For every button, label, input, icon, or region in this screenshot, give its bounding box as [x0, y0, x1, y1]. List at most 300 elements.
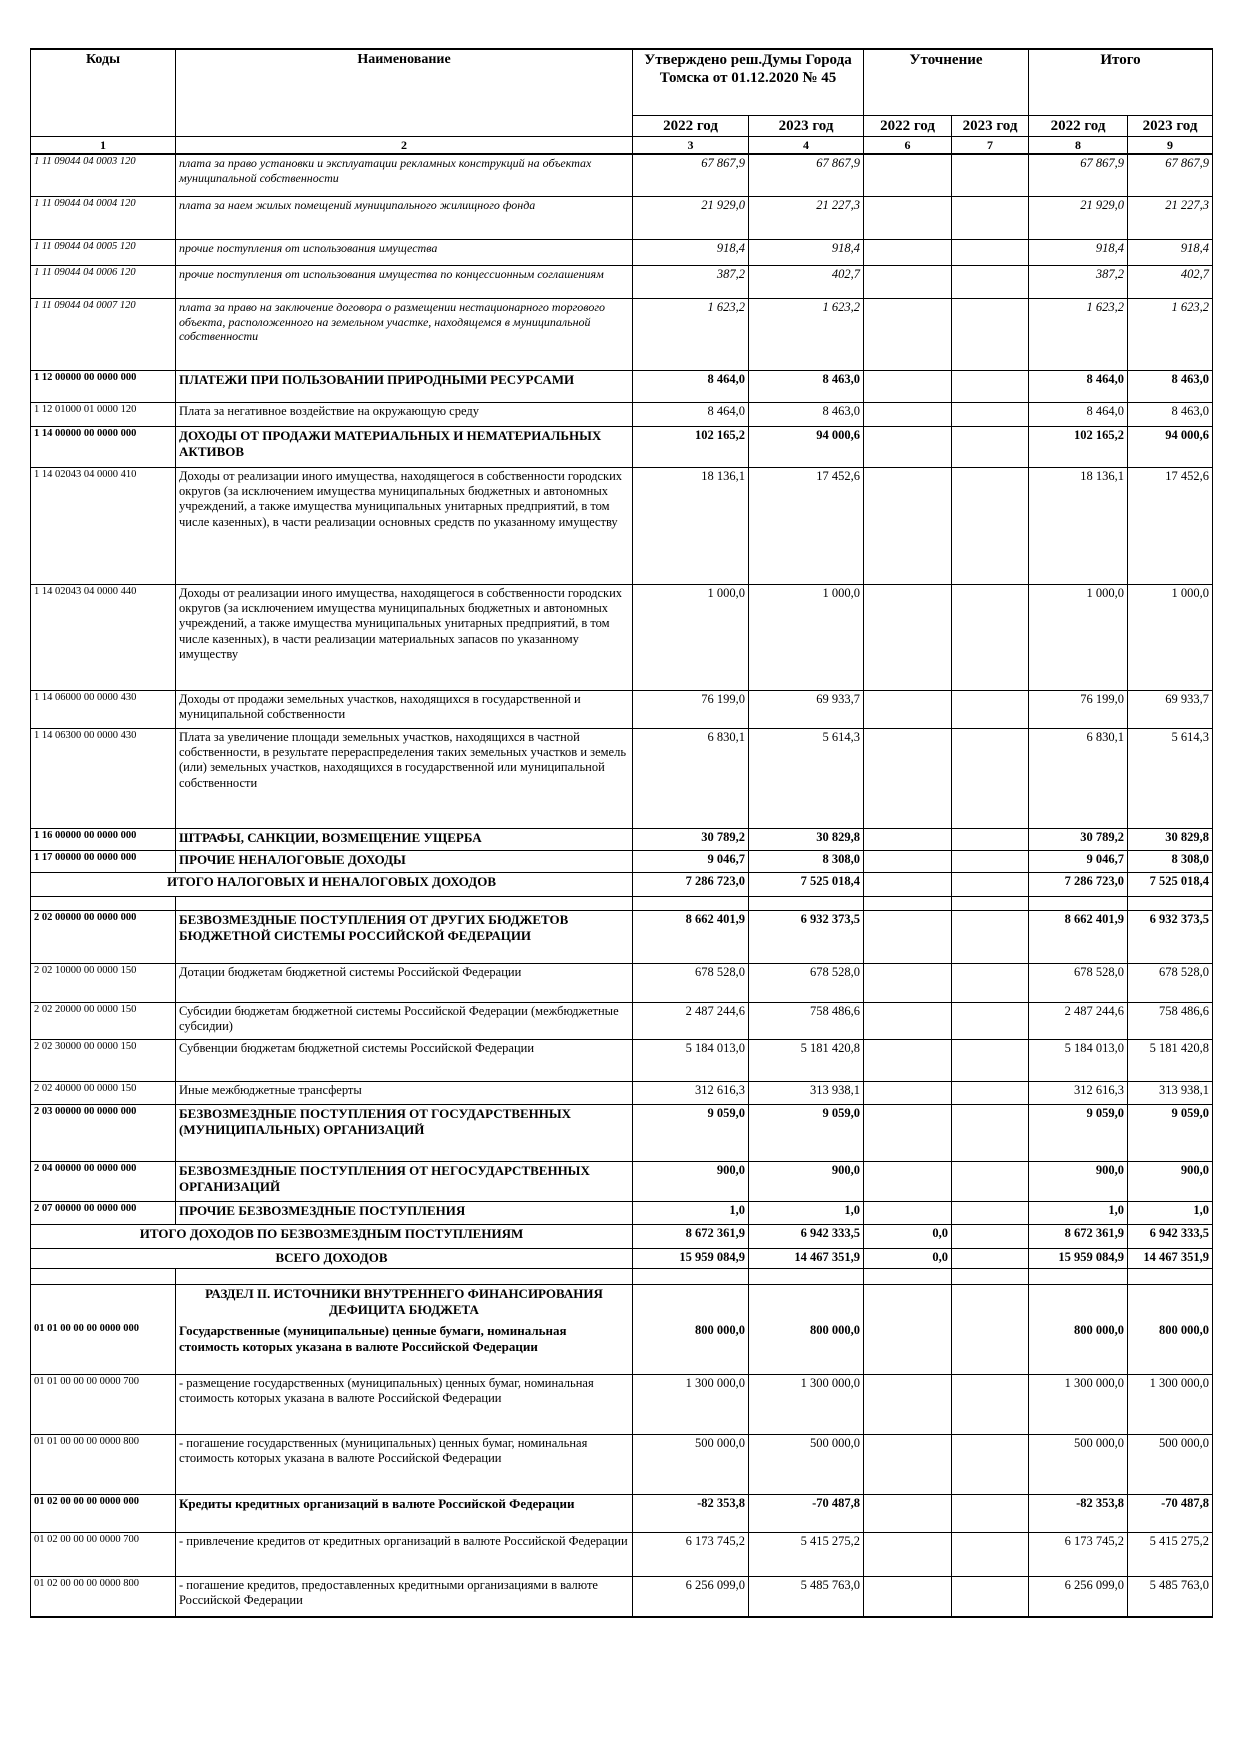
row-code: 1 14 00000 00 0000 000 — [31, 426, 176, 467]
row-value-a23: 5 614,3 — [749, 728, 864, 828]
row-value-a23: 9 059,0 — [749, 1104, 864, 1161]
row-value-a22: 1,0 — [633, 1201, 749, 1224]
table-row — [31, 1002, 1213, 1039]
table-row — [31, 690, 1213, 728]
column-number: 8 — [1029, 136, 1128, 154]
row-total-label: ИТОГО НАЛОГОВЫХ И НЕНАЛОГОВЫХ ДОХОДОВ — [31, 872, 633, 896]
row-value-u22 — [864, 370, 952, 402]
row-value-a22: 1 300 000,0 — [633, 1374, 749, 1434]
row-value-t23: 5 485 763,0 — [1128, 1576, 1213, 1617]
row-value-t23: 69 933,7 — [1128, 690, 1213, 728]
column-number: 9 — [1128, 136, 1213, 154]
row-name: прочие поступления от использования имущества — [176, 239, 633, 265]
row-code: 1 12 00000 00 0000 000 — [31, 370, 176, 402]
row-value-t22: 800 000,0 — [1029, 1322, 1128, 1374]
header-codes: Коды — [31, 49, 176, 136]
row-value-u22: 0,0 — [864, 1248, 952, 1268]
row-value-t23: 7 525 018,4 — [1128, 872, 1213, 896]
row-value-a22: 8 662 401,9 — [633, 910, 749, 963]
row-value-t23: 918,4 — [1128, 239, 1213, 265]
row-value-u23 — [952, 239, 1029, 265]
header-total: Итого — [1029, 49, 1213, 115]
row-value-t22: 1,0 — [1029, 1201, 1128, 1224]
row-code: 1 11 09044 04 0007 120 — [31, 298, 176, 370]
row-value-a22: 800 000,0 — [633, 1322, 749, 1374]
row-name: плата за наем жилых помещений муниципального жилищного фонда — [176, 196, 633, 239]
row-value-u23 — [952, 298, 1029, 370]
row-value-u22 — [864, 1322, 952, 1374]
row-value-t23 — [1128, 1268, 1213, 1284]
row-code: 2 02 30000 00 0000 150 — [31, 1039, 176, 1081]
row-value-t22: 102 165,2 — [1029, 426, 1128, 467]
row-code: 1 17 00000 00 0000 000 — [31, 850, 176, 872]
row-value-t22 — [1029, 1268, 1128, 1284]
table-row — [31, 1494, 1213, 1532]
row-value-u22 — [864, 1201, 952, 1224]
column-number: 7 — [952, 136, 1029, 154]
row-value-u23 — [952, 402, 1029, 426]
row-value-t22 — [1029, 1284, 1128, 1322]
row-value-u22 — [864, 196, 952, 239]
row-value-u22 — [864, 1039, 952, 1081]
row-code: 1 11 09044 04 0006 120 — [31, 265, 176, 298]
row-value-u23 — [952, 1002, 1029, 1039]
row-name: - погашение кредитов, предоставленных кредитными организациями в валюте Российской Федерации — [176, 1576, 633, 1617]
row-value-t23: 678 528,0 — [1128, 963, 1213, 1002]
row-value-u22 — [864, 1494, 952, 1532]
row-name — [176, 896, 633, 910]
row-name: - размещение государственных (муниципальных) ценных бумаг, номинальная стоимость которых указана в валюте Российской Федерации — [176, 1374, 633, 1434]
row-value-u22 — [864, 1268, 952, 1284]
row-code: 1 16 00000 00 0000 000 — [31, 828, 176, 850]
row-value-a23: 17 452,6 — [749, 467, 864, 584]
row-value-a22: 102 165,2 — [633, 426, 749, 467]
table-row — [31, 1532, 1213, 1576]
row-name: БЕЗВОЗМЕЗДНЫЕ ПОСТУПЛЕНИЯ ОТ НЕГОСУДАРСТВЕННЫХ ОРГАНИЗАЦИЙ — [176, 1161, 633, 1201]
row-code: 2 03 00000 00 0000 000 — [31, 1104, 176, 1161]
row-value-a23 — [749, 1284, 864, 1322]
row-code: 1 12 01000 01 0000 120 — [31, 402, 176, 426]
row-code: 2 02 00000 00 0000 000 — [31, 910, 176, 963]
row-value-a23: 8 308,0 — [749, 850, 864, 872]
row-value-u22 — [864, 1374, 952, 1434]
row-value-t22: 6 256 099,0 — [1029, 1576, 1128, 1617]
row-value-t23: 17 452,6 — [1128, 467, 1213, 584]
table-row — [31, 1248, 1213, 1268]
row-name: плата за право на заключение договора о размещении нестационарного торгового объекта, расположенного на земельном участке, находящемся в муниципальной собственности — [176, 298, 633, 370]
row-value-t23: 8 308,0 — [1128, 850, 1213, 872]
table-row — [31, 1322, 1213, 1374]
row-value-t23: 21 227,3 — [1128, 196, 1213, 239]
row-value-t22: 9 046,7 — [1029, 850, 1128, 872]
row-value-u22 — [864, 584, 952, 690]
row-value-a23: 1 000,0 — [749, 584, 864, 690]
row-value-u23 — [952, 1322, 1029, 1374]
row-value-t23: 67 867,9 — [1128, 154, 1213, 196]
row-value-u23 — [952, 1201, 1029, 1224]
row-value-a22: 76 199,0 — [633, 690, 749, 728]
header-year: 2022 год — [864, 115, 952, 136]
row-name: Доходы от продажи земельных участков, находящихся в государственной и муниципальной собственности — [176, 690, 633, 728]
row-value-t22: 6 173 745,2 — [1029, 1532, 1128, 1576]
header-approved: Утверждено реш.Думы Города Томска от 01.12.2020 № 45 — [633, 49, 864, 115]
row-code — [31, 1268, 176, 1284]
column-number: 6 — [864, 136, 952, 154]
row-value-u22 — [864, 910, 952, 963]
row-value-a23: 900,0 — [749, 1161, 864, 1201]
row-value-u23 — [952, 1532, 1029, 1576]
header-refinement: Уточнение — [864, 49, 1029, 115]
row-value-u23 — [952, 1248, 1029, 1268]
row-name: Субвенции бюджетам бюджетной системы Российской Федерации — [176, 1039, 633, 1081]
row-value-t23: 758 486,6 — [1128, 1002, 1213, 1039]
row-value-t22: 2 487 244,6 — [1029, 1002, 1128, 1039]
row-code: 2 07 00000 00 0000 000 — [31, 1201, 176, 1224]
header-year: 2023 год — [1128, 115, 1213, 136]
row-value-a22: 1 623,2 — [633, 298, 749, 370]
row-value-t23 — [1128, 896, 1213, 910]
budget-table — [30, 48, 1213, 1618]
table-row — [31, 1039, 1213, 1081]
row-value-t22: 1 000,0 — [1029, 584, 1128, 690]
row-value-t23: 5 181 420,8 — [1128, 1039, 1213, 1081]
table-row — [31, 1081, 1213, 1104]
row-value-t23: 1,0 — [1128, 1201, 1213, 1224]
row-value-a23: 6 932 373,5 — [749, 910, 864, 963]
row-value-a23: 313 938,1 — [749, 1081, 864, 1104]
row-name: ШТРАФЫ, САНКЦИИ, ВОЗМЕЩЕНИЕ УЩЕРБА — [176, 828, 633, 850]
row-value-u22 — [864, 828, 952, 850]
row-value-a23 — [749, 1268, 864, 1284]
row-value-u23 — [952, 1284, 1029, 1322]
row-value-t23: 6 932 373,5 — [1128, 910, 1213, 963]
row-value-a23: 402,7 — [749, 265, 864, 298]
row-value-a23: 678 528,0 — [749, 963, 864, 1002]
table-row — [31, 426, 1213, 467]
row-value-a22: 6 256 099,0 — [633, 1576, 749, 1617]
row-total-label: ВСЕГО ДОХОДОВ — [31, 1248, 633, 1268]
row-value-a22: 918,4 — [633, 239, 749, 265]
row-value-a22: 678 528,0 — [633, 963, 749, 1002]
row-name: ПЛАТЕЖИ ПРИ ПОЛЬЗОВАНИИ ПРИРОДНЫМИ РЕСУРСАМИ — [176, 370, 633, 402]
row-value-t23: 8 463,0 — [1128, 402, 1213, 426]
header-name: Наименование — [176, 49, 633, 136]
table-row — [31, 265, 1213, 298]
row-code: 01 01 00 00 00 0000 000 — [31, 1322, 176, 1374]
row-value-u22 — [864, 402, 952, 426]
row-value-a23: 5 181 420,8 — [749, 1039, 864, 1081]
header-year: 2022 год — [1029, 115, 1128, 136]
row-value-u22 — [864, 728, 952, 828]
row-value-a23: 69 933,7 — [749, 690, 864, 728]
row-value-a23: 5 415 275,2 — [749, 1532, 864, 1576]
row-value-u23 — [952, 728, 1029, 828]
row-value-t23: 402,7 — [1128, 265, 1213, 298]
row-name: Кредиты кредитных организаций в валюте Российской Федерации — [176, 1494, 633, 1532]
row-code: 01 01 00 00 00 0000 700 — [31, 1374, 176, 1434]
row-value-u22 — [864, 1104, 952, 1161]
row-code: 01 02 00 00 00 0000 000 — [31, 1494, 176, 1532]
table-row — [31, 963, 1213, 1002]
row-name: Доходы от реализации иного имущества, находящегося в собственности городских округов (за исключением имущества муниципальных бюджетных и автономных учреждений, а также имущества муниципальных унитарных предприятий, в том числе казенных), в части реализации материальных запасов по указанному имуществу — [176, 584, 633, 690]
table-row — [31, 872, 1213, 896]
row-value-u23 — [952, 265, 1029, 298]
row-total-label: ИТОГО ДОХОДОВ ПО БЕЗВОЗМЕЗДНЫМ ПОСТУПЛЕНИЯМ — [31, 1224, 633, 1248]
row-value-t22: 67 867,9 — [1029, 154, 1128, 196]
row-name: Иные межбюджетные трансферты — [176, 1081, 633, 1104]
row-value-a23: 8 463,0 — [749, 370, 864, 402]
row-value-a23: 1,0 — [749, 1201, 864, 1224]
table-row — [31, 154, 1213, 196]
row-name: БЕЗВОЗМЕЗДНЫЕ ПОСТУПЛЕНИЯ ОТ ДРУГИХ БЮДЖЕТОВ БЮДЖЕТНОЙ СИСТЕМЫ РОССИЙСКОЙ ФЕДЕРАЦИИ — [176, 910, 633, 963]
table-row — [31, 196, 1213, 239]
row-code: 1 11 09044 04 0005 120 — [31, 239, 176, 265]
row-value-t22: 76 199,0 — [1029, 690, 1128, 728]
row-name: Плата за негативное воздействие на окружающую среду — [176, 402, 633, 426]
row-value-t23: 800 000,0 — [1128, 1322, 1213, 1374]
row-name: плата за право установки и эксплуатации рекламных конструкций на объектах муниципальной собственности — [176, 154, 633, 196]
row-value-a23: 8 463,0 — [749, 402, 864, 426]
row-name: ПРОЧИЕ БЕЗВОЗМЕЗДНЫЕ ПОСТУПЛЕНИЯ — [176, 1201, 633, 1224]
row-value-u23 — [952, 426, 1029, 467]
row-value-u23 — [952, 910, 1029, 963]
table-row — [31, 370, 1213, 402]
row-name: - погашение государственных (муниципальных) ценных бумаг, номинальная стоимость которых указана в валюте Российской Федерации — [176, 1434, 633, 1494]
column-number: 3 — [633, 136, 749, 154]
table-row — [31, 239, 1213, 265]
row-value-t22 — [1029, 896, 1128, 910]
row-value-a23: -70 487,8 — [749, 1494, 864, 1532]
row-name — [176, 1268, 633, 1284]
table-row — [31, 298, 1213, 370]
row-value-u23 — [952, 1039, 1029, 1081]
row-value-t22: 8 464,0 — [1029, 370, 1128, 402]
row-code: 01 02 00 00 00 0000 800 — [31, 1576, 176, 1617]
table-row — [31, 1104, 1213, 1161]
row-code: 1 14 02043 04 0000 440 — [31, 584, 176, 690]
row-value-u22 — [864, 154, 952, 196]
table-body — [31, 154, 1213, 1617]
row-value-t23: 900,0 — [1128, 1161, 1213, 1201]
row-value-u23 — [952, 154, 1029, 196]
row-code: 1 14 06300 00 0000 430 — [31, 728, 176, 828]
row-value-t22: 5 184 013,0 — [1029, 1039, 1128, 1081]
row-value-u22: 0,0 — [864, 1224, 952, 1248]
row-value-u22 — [864, 426, 952, 467]
row-value-a22: 9 059,0 — [633, 1104, 749, 1161]
row-value-u23 — [952, 1374, 1029, 1434]
row-value-u23 — [952, 1268, 1029, 1284]
row-value-a22: 15 959 084,9 — [633, 1248, 749, 1268]
row-value-u22 — [864, 1081, 952, 1104]
row-value-t22: 387,2 — [1029, 265, 1128, 298]
table-row — [31, 402, 1213, 426]
row-value-u22 — [864, 850, 952, 872]
row-name: ДОХОДЫ ОТ ПРОДАЖИ МАТЕРИАЛЬНЫХ И НЕМАТЕРИАЛЬНЫХ АКТИВОВ — [176, 426, 633, 467]
row-value-a22: 500 000,0 — [633, 1434, 749, 1494]
table-row — [31, 850, 1213, 872]
row-value-a22: 9 046,7 — [633, 850, 749, 872]
row-value-a22: 6 173 745,2 — [633, 1532, 749, 1576]
row-value-a22: 8 672 361,9 — [633, 1224, 749, 1248]
row-value-a22: -82 353,8 — [633, 1494, 749, 1532]
row-value-a22: 6 830,1 — [633, 728, 749, 828]
row-value-t22: 30 789,2 — [1029, 828, 1128, 850]
row-value-t22: 21 929,0 — [1029, 196, 1128, 239]
row-value-u23 — [952, 690, 1029, 728]
row-value-u22 — [864, 896, 952, 910]
row-value-a23: 7 525 018,4 — [749, 872, 864, 896]
row-value-a22 — [633, 1268, 749, 1284]
row-value-a23: 30 829,8 — [749, 828, 864, 850]
row-code: 01 01 00 00 00 0000 800 — [31, 1434, 176, 1494]
row-value-t23: 1 300 000,0 — [1128, 1374, 1213, 1434]
row-code: 1 11 09044 04 0003 120 — [31, 154, 176, 196]
row-value-u22 — [864, 872, 952, 896]
row-value-u22 — [864, 1002, 952, 1039]
table-row — [31, 1268, 1213, 1284]
header-year: 2023 год — [952, 115, 1029, 136]
row-value-t22: 1 623,2 — [1029, 298, 1128, 370]
row-code: 2 04 00000 00 0000 000 — [31, 1161, 176, 1201]
row-value-a23: 800 000,0 — [749, 1322, 864, 1374]
row-code: 2 02 20000 00 0000 150 — [31, 1002, 176, 1039]
row-value-a22: 5 184 013,0 — [633, 1039, 749, 1081]
row-value-a23: 6 942 333,5 — [749, 1224, 864, 1248]
row-value-u23 — [952, 963, 1029, 1002]
table-row — [31, 1284, 1213, 1322]
row-value-t23: 313 938,1 — [1128, 1081, 1213, 1104]
row-name: Доходы от реализации иного имущества, находящегося в собственности городских округов (за исключением имущества муниципальных бюджетных и автономных учреждений, а также имущества муниципальных унитарных предприятий, в том числе казенных), в части реализации основных средств по указанному имуществу — [176, 467, 633, 584]
row-value-t23: 5 415 275,2 — [1128, 1532, 1213, 1576]
row-value-t23: 14 467 351,9 — [1128, 1248, 1213, 1268]
table-row — [31, 1576, 1213, 1617]
row-value-u23 — [952, 828, 1029, 850]
row-value-t23: 1 623,2 — [1128, 298, 1213, 370]
row-name: РАЗДЕЛ II. ИСТОЧНИКИ ВНУТРЕННЕГО ФИНАНСИРОВАНИЯ ДЕФИЦИТА БЮДЖЕТА — [176, 1284, 633, 1322]
row-value-a22: 21 929,0 — [633, 196, 749, 239]
row-value-t23: 8 463,0 — [1128, 370, 1213, 402]
row-code — [31, 1284, 176, 1322]
row-value-t22: 1 300 000,0 — [1029, 1374, 1128, 1434]
row-name: ПРОЧИЕ НЕНАЛОГОВЫЕ ДОХОДЫ — [176, 850, 633, 872]
row-code: 1 14 02043 04 0000 410 — [31, 467, 176, 584]
row-value-a22: 387,2 — [633, 265, 749, 298]
table-row — [31, 1374, 1213, 1434]
row-value-t23: 9 059,0 — [1128, 1104, 1213, 1161]
row-code: 2 02 40000 00 0000 150 — [31, 1081, 176, 1104]
row-value-u22 — [864, 239, 952, 265]
row-name: Плата за увеличение площади земельных участков, находящихся в частной собственности, в результате перераспределения таких земельных участков и земель (или) земельных участков, находящихся в государственной или муниципальной собственности — [176, 728, 633, 828]
row-value-a23: 94 000,6 — [749, 426, 864, 467]
row-value-u22 — [864, 265, 952, 298]
row-value-t22: 15 959 084,9 — [1029, 1248, 1128, 1268]
row-name: Дотации бюджетам бюджетной системы Российской Федерации — [176, 963, 633, 1002]
row-value-t22: 18 136,1 — [1029, 467, 1128, 584]
row-value-u22 — [864, 1284, 952, 1322]
row-code: 1 14 06000 00 0000 430 — [31, 690, 176, 728]
table-row — [31, 828, 1213, 850]
row-value-a23: 1 623,2 — [749, 298, 864, 370]
row-value-a22: 8 464,0 — [633, 402, 749, 426]
row-name: - привлечение кредитов от кредитных организаций в валюте Российской Федерации — [176, 1532, 633, 1576]
table-row — [31, 1161, 1213, 1201]
row-value-t22: 6 830,1 — [1029, 728, 1128, 828]
row-value-a22: 7 286 723,0 — [633, 872, 749, 896]
row-value-u22 — [864, 1434, 952, 1494]
row-value-a22: 312 616,3 — [633, 1081, 749, 1104]
row-value-t22: 678 528,0 — [1029, 963, 1128, 1002]
row-value-t23: 30 829,8 — [1128, 828, 1213, 850]
row-value-t22: 8 662 401,9 — [1029, 910, 1128, 963]
row-value-u23 — [952, 584, 1029, 690]
row-value-t22: 8 672 361,9 — [1029, 1224, 1128, 1248]
row-value-t22: 312 616,3 — [1029, 1081, 1128, 1104]
row-value-u23 — [952, 1434, 1029, 1494]
row-value-t23: 6 942 333,5 — [1128, 1224, 1213, 1248]
row-value-a22: 67 867,9 — [633, 154, 749, 196]
row-value-a22 — [633, 896, 749, 910]
row-value-a23: 67 867,9 — [749, 154, 864, 196]
row-value-t22: 9 059,0 — [1029, 1104, 1128, 1161]
row-value-u22 — [864, 298, 952, 370]
row-code: 1 11 09044 04 0004 120 — [31, 196, 176, 239]
row-value-u23 — [952, 850, 1029, 872]
row-value-a23: 758 486,6 — [749, 1002, 864, 1039]
row-value-a22: 900,0 — [633, 1161, 749, 1201]
row-value-a22: 2 487 244,6 — [633, 1002, 749, 1039]
table-row — [31, 584, 1213, 690]
row-value-u22 — [864, 1576, 952, 1617]
row-value-u22 — [864, 467, 952, 584]
row-name: Субсидии бюджетам бюджетной системы Российской Федерации (межбюджетные субсидии) — [176, 1002, 633, 1039]
row-value-u23 — [952, 370, 1029, 402]
row-value-a23: 21 227,3 — [749, 196, 864, 239]
header-year: 2022 год — [633, 115, 749, 136]
row-value-u23 — [952, 196, 1029, 239]
row-value-t22: -82 353,8 — [1029, 1494, 1128, 1532]
row-value-u22 — [864, 963, 952, 1002]
table-row — [31, 910, 1213, 963]
table-row — [31, 1434, 1213, 1494]
row-value-u23 — [952, 1104, 1029, 1161]
row-value-u22 — [864, 1161, 952, 1201]
row-value-t23: -70 487,8 — [1128, 1494, 1213, 1532]
row-value-u23 — [952, 1576, 1029, 1617]
row-value-a23: 14 467 351,9 — [749, 1248, 864, 1268]
row-value-t22: 900,0 — [1029, 1161, 1128, 1201]
row-value-u23 — [952, 467, 1029, 584]
row-value-t23: 1 000,0 — [1128, 584, 1213, 690]
header-year: 2023 год — [749, 115, 864, 136]
row-code: 01 02 00 00 00 0000 700 — [31, 1532, 176, 1576]
row-value-a22: 30 789,2 — [633, 828, 749, 850]
row-value-u23 — [952, 896, 1029, 910]
column-number: 2 — [176, 136, 633, 154]
row-value-t22: 8 464,0 — [1029, 402, 1128, 426]
table-row — [31, 1201, 1213, 1224]
row-value-u22 — [864, 690, 952, 728]
row-value-a23 — [749, 896, 864, 910]
row-value-t23: 5 614,3 — [1128, 728, 1213, 828]
table-row — [31, 896, 1213, 910]
row-value-a22: 18 136,1 — [633, 467, 749, 584]
row-value-u23 — [952, 1494, 1029, 1532]
row-value-a22: 1 000,0 — [633, 584, 749, 690]
row-value-a23: 1 300 000,0 — [749, 1374, 864, 1434]
row-value-t22: 7 286 723,0 — [1029, 872, 1128, 896]
row-value-u23 — [952, 872, 1029, 896]
